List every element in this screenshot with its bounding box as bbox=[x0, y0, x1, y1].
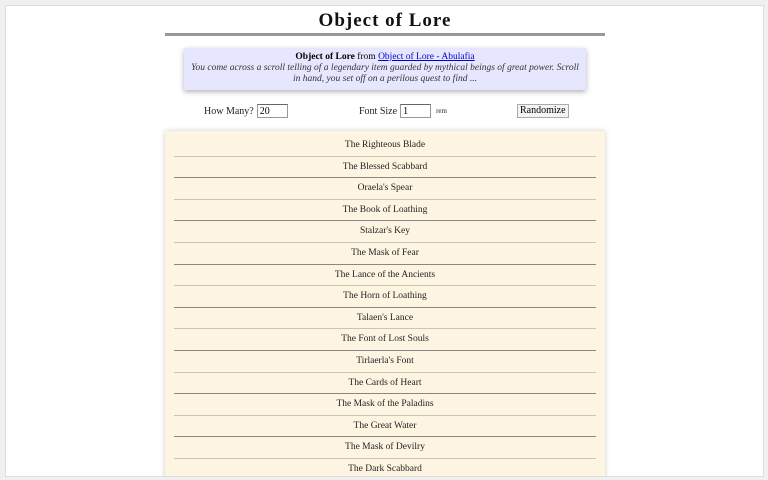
list-item: The Mask of Fear bbox=[174, 243, 596, 265]
list-item: The Blessed Scabbard bbox=[174, 157, 596, 179]
font-size-input[interactable] bbox=[400, 104, 431, 118]
page bbox=[5, 5, 764, 477]
list-item: The Mask of Devilry bbox=[174, 437, 596, 459]
list-item: The Dark Scabbard bbox=[174, 459, 596, 477]
list-item: Stalzar's Key bbox=[174, 221, 596, 243]
how-many-input[interactable] bbox=[257, 104, 288, 118]
randomize-button[interactable]: Randomize bbox=[517, 104, 569, 118]
font-unit-label: rem bbox=[436, 107, 447, 115]
title-divider bbox=[165, 33, 605, 36]
list-item: The Book of Loathing bbox=[174, 200, 596, 222]
list-item: The Mask of the Paladins bbox=[174, 394, 596, 416]
list-item: Oraela's Spear bbox=[174, 178, 596, 200]
source-link[interactable]: Object of Lore - Abulafia bbox=[378, 52, 475, 62]
font-size-label: Font Size bbox=[359, 105, 398, 117]
how-many-label: How Many? bbox=[204, 105, 254, 117]
list-item: The Lance of the Ancients bbox=[174, 265, 596, 287]
how-many-control bbox=[204, 104, 288, 118]
generator-name: Object of Lore bbox=[295, 52, 355, 62]
list-item: Tirlaerla's Font bbox=[174, 351, 596, 373]
results-list bbox=[165, 131, 605, 477]
page-title: Object of Lore bbox=[318, 10, 452, 31]
list-item: The Horn of Loathing bbox=[174, 286, 596, 308]
list-item: The Righteous Blade bbox=[174, 135, 596, 157]
from-text: from bbox=[357, 52, 376, 62]
list-item: Talaen's Lance bbox=[174, 308, 596, 330]
list-item: The Cards of Heart bbox=[174, 373, 596, 395]
font-size-control bbox=[359, 104, 447, 118]
info-box bbox=[184, 48, 586, 90]
list-item: The Font of Lost Souls bbox=[174, 329, 596, 351]
list-item: The Great Water bbox=[174, 416, 596, 438]
description: You come across a scroll telling of a legendary item guarded by mythical beings of great power. Scroll in hand, you set off on a perilous quest to find ... bbox=[191, 63, 579, 84]
